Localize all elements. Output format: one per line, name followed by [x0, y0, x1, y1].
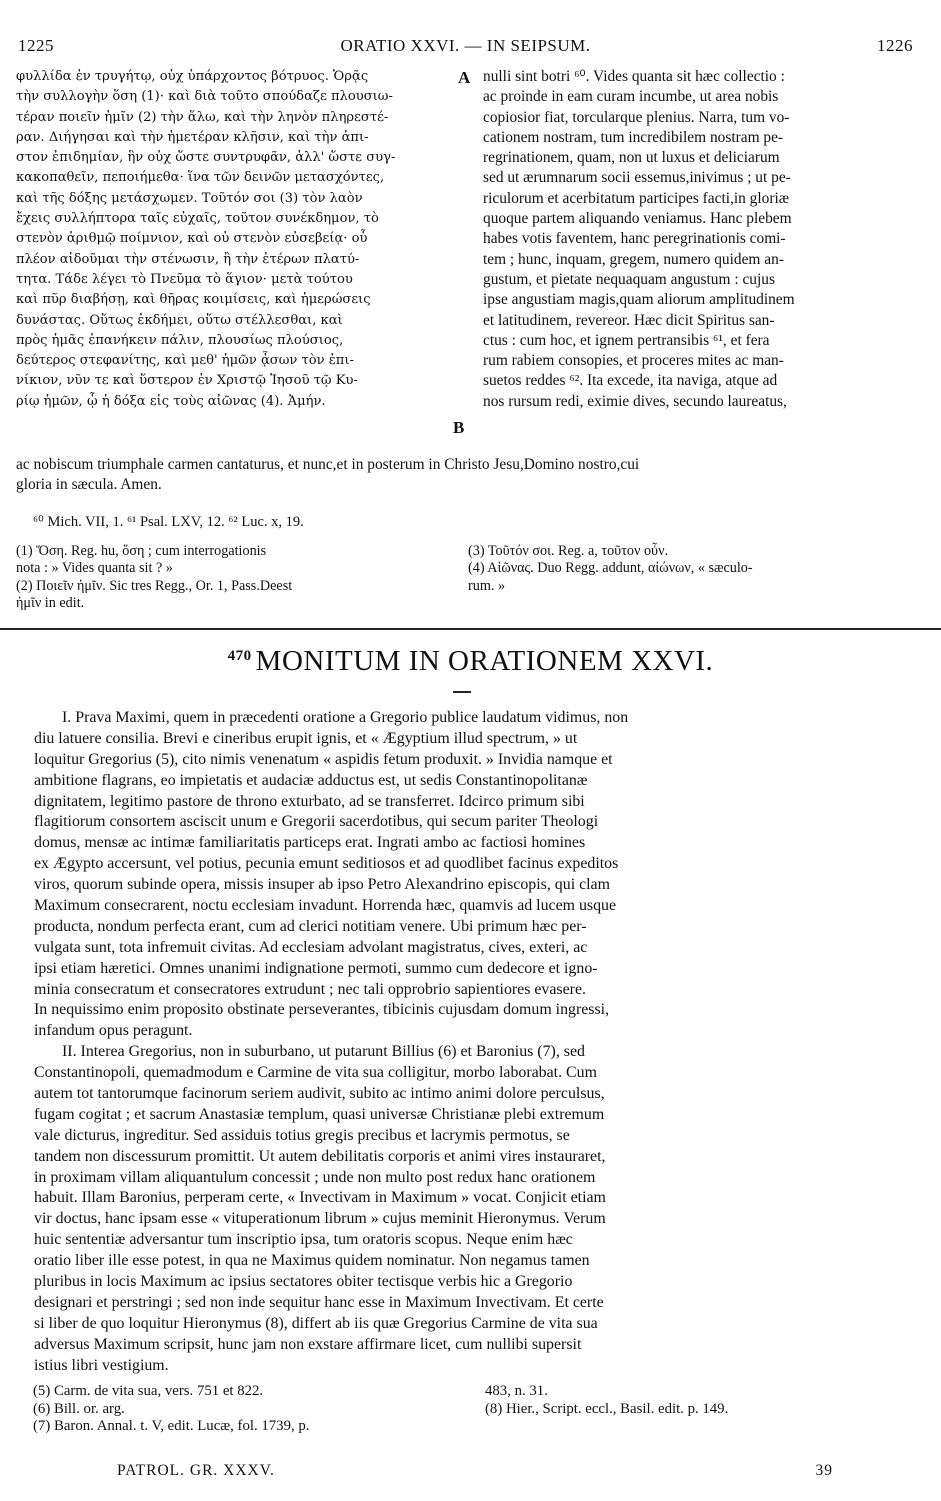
latin-text-line: copiosior fiat, torcularque plenius. Narra, tum vo- — [483, 108, 790, 126]
latin-text-column — [483, 67, 917, 412]
body-line: vir doctus, hanc ipsam esse « vituperationum librum » cujus meminit Hieronymus. Verum — [34, 1210, 606, 1228]
continuation-line: gloria in sæcula. Amen. — [16, 476, 162, 494]
body-line: diu latuere consilia. Brevi e cineribus erupit ignis, et « Ægyptium illud spectrum, » ut — [34, 729, 578, 747]
latin-text-line: ac proinde in eam curam incumbe, ut area nobis — [483, 88, 779, 106]
greek-text-line: ἔχεις συλλήπτορα ταῖς εὐχαῖς, τοῦτον συνέκδημον, τὸ — [16, 211, 379, 227]
greek-text-line: πλέον αἰδοῦμαι τὴν στένωσιν, ἢ τὴν ἑτέρων πλατύ- — [16, 251, 360, 267]
greek-text-line: κακοπαθεῖν, πεποιήμεθα· ἵνα τῶν δεινῶν μετασχόντες, — [16, 170, 385, 186]
running-title: ORATIO XXVI. — IN SEIPSUM. — [340, 36, 591, 55]
body-line: fugam cogitat ; et sacrum Anastasiæ templum, quasi universæ Christianæ plebi extremum — [34, 1105, 605, 1123]
greek-text-line: στενὸν ἀριθμῷ ποίμνιον, καὶ οὐ στενὸν εὐσεβείᾳ· οὗ — [16, 231, 368, 247]
running-header — [18, 36, 913, 60]
greek-text-line: τέραν ποιεῖν ἡμῖν (2) τὴν ἅλω, καὶ τὴν ληνὸν πληρεστέ- — [16, 109, 389, 125]
body-line: Maximum consecrarent, noctu ecclesiam invadunt. Horrenda hæc, quamvis ad lucem usque — [34, 897, 617, 915]
body-line: infandum opus peragunt. — [34, 1022, 193, 1040]
greek-text-line: στον ἐπιδημίαν, ἣν οὐχ ὥστε συντρυφᾶν, ἀλλ' ὥστε συγ- — [16, 150, 396, 166]
continuation-line: ac nobiscum triumphale carmen cantaturus, et nunc,et in posterum in Christo Jesu,Domino nostro,cui — [16, 456, 640, 473]
footnote-line: nota : » Vides quanta sit ? » — [16, 560, 173, 577]
body-line: minia consecratum et consecratores extrudunt ; nec tali opprobrio sapientiores evasere. — [34, 980, 586, 998]
greek-text-line: ρίῳ ἡμῶν, ᾧ ἡ δόξα εἰς τοὺς αἰῶνας (4). Ἀμήν. — [16, 393, 326, 409]
latin-text-line: suetos reddes ⁶². Ita excede, ita naviga, atque ad — [483, 372, 778, 390]
body-line: I. Prava Maximi, quem in præcedenti oratione a Gregorio publice laudatum vidimus, non — [62, 709, 629, 726]
latin-text-line: nulli sint botri ⁶⁰. Vides quanta sit hæc collectio : — [483, 68, 785, 85]
body-line: istius libri vestigium. — [34, 1356, 169, 1374]
footnote-line: (2) Ποιεῖν ἡμῖν. Sic tres Regg., Or. 1, Pass.Deest — [16, 577, 293, 594]
greek-text-line: τητα. Τάδε λέγει τὸ Πνεῦμα τὸ ἅγιον· μετὰ τούτου — [16, 271, 353, 287]
body-line: domus, mensæ ac intimæ familiaritatis particeps erat. Ingrati ambo ac factiosi homines — [34, 834, 586, 852]
footnote-line: ἡμῖν in edit. — [16, 595, 85, 612]
body-line: dignitatem, legitimo pastore de throno exturbato, ad se transferret. Idcirco primum sibi — [34, 792, 585, 810]
body-line: ipsi etiam hæretici. Omnes unanimi indignatione permoti, summo cum dedecore et igno- — [34, 959, 598, 977]
greek-text-column — [16, 67, 464, 412]
greek-text-line: καὶ πῦρ διαβήσῃ, καὶ θῆρας κοιμίσεις, καὶ ἡμερώσεις — [16, 292, 371, 308]
page-footer — [117, 1462, 833, 1480]
notes-left — [33, 1383, 473, 1436]
greek-text-line: ραν. Διήγησαι καὶ τὴν ἡμετέραν κλῆσιν, καὶ τὴν ἀπι- — [16, 129, 369, 145]
greek-text-line: πρὸς ἡμᾶς ἐπανήκειν πάλιν, πλουσίως πλούσιος, — [16, 332, 344, 348]
body-line: vale dicturus, ingreditur. Sed assiduis totius gregis precibus et lacrymis permotus, se — [34, 1126, 570, 1144]
latin-text-line: tem ; hunc, inquam, gregem, numero quidem an- — [483, 250, 784, 268]
column-marker-b: B — [453, 418, 465, 437]
column-marker-a: A — [458, 68, 471, 87]
latin-text-line: habes votis faventem, hanc peregrinationis comi- — [483, 230, 786, 248]
body-line: in proximam villam aliquantulum concessit ; unde non multo post redux hanc orationem — [34, 1168, 596, 1186]
latin-text-line: regrinationem, quam, non ut luxus et deliciarum — [483, 149, 780, 167]
body-line: pluribus in locis Maximum ac ipsius sectatores obiter tectisque verbis hic a Gregorio — [34, 1273, 573, 1291]
body-line: ambitione flagrans, eo impietatis et audaciæ adductus est, ut sedis Constantinopolitanæ — [34, 771, 588, 789]
notes-right — [485, 1383, 915, 1418]
footer-sheet-number: 39 — [815, 1462, 833, 1479]
body-line: In nequissimo enim proposito obstinate perseverantes, tibicinis cujusdam domum ingressi, — [34, 1001, 610, 1019]
latin-text-line: riculorum et acerbitatum participes facti,in gloriæ — [483, 189, 789, 207]
body-line: autem tot tantorumque facinorum seriem audivit, subito ac intimo animi dolore perculsus, — [34, 1085, 605, 1103]
greek-text-line: φυλλίδα ἐν τρυγήτῳ, οὐχ ὑπάρχοντος βότρυος. Ὁρᾷς — [16, 69, 369, 84]
title-underline — [453, 691, 471, 693]
scripture-references: ⁶⁰ Mich. VII, 1. ⁶¹ Psal. LXV, 12. ⁶² Luc. x, 19. — [33, 514, 304, 530]
footnotes-right — [468, 543, 918, 595]
latin-text-line: gustum, et pietate nequaquam angustum : cujus — [483, 270, 775, 288]
note-line: 483, n. 31. — [485, 1383, 548, 1399]
body-line: II. Interea Gregorius, non in suburbano, ut putarunt Billius (6) et Baronius (7), sed — [62, 1043, 585, 1061]
greek-text-line: καὶ τῆς δόξης μετάσχωμεν. Τοῦτόν σοι (3) τὸν λαὸν — [16, 190, 363, 206]
greek-text-line: δυνάστας. Οὕτως ἐκδήμει, οὕτω στέλλεσθαι, καὶ — [16, 312, 343, 328]
section-title-text: MONITUM IN ORATIONEM XXVI. — [255, 645, 714, 677]
greek-text-line: τὴν συλλογὴν ὅση (1)· καὶ διὰ τοῦτο σπούδαζε πλουσιω- — [16, 89, 393, 105]
latin-text-line: et latitudinem, revereor. Hæc dicit Spiritus san- — [483, 311, 775, 329]
latin-text-line: ctus : cum hoc, et ignem pertransibis ⁶¹, et fera — [483, 331, 770, 349]
body-line: oratio liber ille esse potest, in qua ne Maximus quidem nominatur. Non negamus tamen — [34, 1252, 590, 1270]
section-divider — [0, 628, 941, 630]
note-line: (5) Carm. de vita sua, vers. 751 et 822. — [33, 1383, 264, 1399]
body-line: tandem non discessurum promittit. Ut autem debilitatis corporis et animi vires instauraret, — [34, 1147, 606, 1165]
body-line: si liber de quo loquitur Hieronymus (8), differt ab iis quæ Gregorius Carmine de vita sua — [34, 1314, 598, 1332]
latin-text-line: nos rursum redi, eximie dives, secundo laureatus, — [483, 392, 787, 410]
latin-text-line: cationem nostram, tum incredibilem nostram pe- — [483, 128, 784, 146]
body-line: Constantinopoli, quemadmodum e Carmine de vita sua colligitur, morbo laborabat. Cum — [34, 1064, 597, 1082]
body-line: flagitiorum consortem asciscit unum e Gregorii sacerdotibus, qui secum pariter Theologi — [34, 813, 599, 831]
body-line: huic sententiæ adversantur tum inscriptio ipsa, tum oratoris scopus. Neque enim hæc — [34, 1231, 573, 1249]
note-line: (8) Hier., Script. eccl., Basil. edit. p. 149. — [485, 1400, 729, 1417]
monitum-body — [34, 708, 904, 1377]
footnote-line: (1) Ὅση. Reg. hu, ὅση ; cum interrogationis — [16, 543, 267, 559]
right-page-number: 1226 — [877, 36, 913, 55]
latin-text-line: rum rabiem consopies, et proceres mites ac man- — [483, 352, 784, 370]
footnote-line: rum. » — [468, 577, 506, 594]
body-line: producta, nondum perfecta erant, cum ad clerici notitiam venere. Ubi primum hæc per- — [34, 917, 587, 935]
body-line: designari et perstringi ; sed non inde sequitur hanc esse in Maximum Invectivam. Et certe — [34, 1293, 604, 1311]
left-page-number: 1225 — [18, 36, 54, 55]
footnote-line: (3) Τοῦτόν σοι. Reg. a, τοῦτον οὖν. — [468, 543, 669, 559]
body-line: viros, quorum subinde opera, missis insuper ab ipso Petro Alexandrino episcopis, qui clam — [34, 876, 610, 894]
full-width-continuation — [16, 455, 918, 496]
greek-text-line: νίκιον, νῦν τε καὶ ὕστερον ἐν Χριστῷ Ἰησοῦ τῷ Κυ- — [16, 373, 358, 389]
note-line: (7) Baron. Annal. t. V, edit. Lucæ, fol. 1739, p. — [33, 1418, 310, 1435]
body-line: ex Ægypto accersunt, vel potius, pecunia emunt seditiosos et ad quodlibet facinus expeditos — [34, 855, 619, 873]
section-title — [0, 645, 941, 678]
section-number: 470 — [227, 648, 252, 664]
body-line: adversus Maximum scripsit, hunc jam non exstare affirmare licet, cum nullibi supersit — [34, 1335, 582, 1353]
greek-text-line: δεύτερος στεφανίτης, καὶ μεθ' ἡμῶν ᾆσων τὸν ἐπι- — [16, 353, 354, 369]
note-line: (6) Bill. or. arg. — [33, 1400, 125, 1417]
body-line: vulgata sunt, tota infremuit civitas. Ad ecclesiam advolant magistratus, cives, exteri, ac — [34, 938, 588, 956]
latin-text-line: ipse angustiam magis,quam aliorum amplitudinem — [483, 291, 795, 309]
footnote-line: (4) Αἰῶνας. Duo Regg. addunt, αἰώνων, « sæculo- — [468, 560, 753, 577]
footer-series: PATROL. GR. XXXV. — [117, 1462, 275, 1479]
latin-text-line: sed ut ærumnarum socii essemus,inivimus ; ut pe- — [483, 169, 791, 187]
body-line: loquitur Gregorius (5), cito nimis venenatum « aspidis fetum produxit. » Invidia namque et — [34, 750, 613, 768]
body-line: habuit. Illam Baronius, perperam certe, « Invectivam in Maximum » vocat. Conjicit etiam — [34, 1189, 606, 1207]
footnotes-left — [16, 543, 456, 613]
latin-text-line: quoque partem aliquando veniamus. Hanc plebem — [483, 210, 792, 228]
